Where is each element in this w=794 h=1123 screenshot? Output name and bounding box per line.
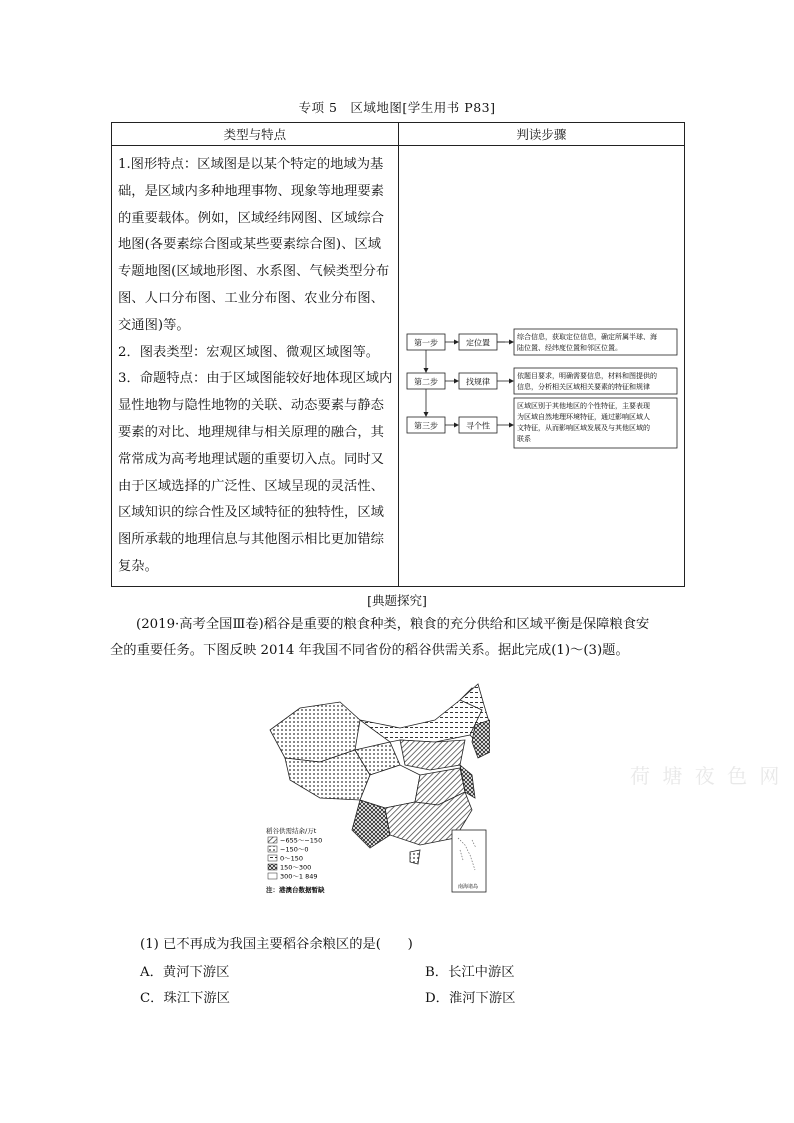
option-b[interactable]: B．长江中游区	[425, 965, 515, 980]
header-type-features: 类型与特点	[112, 123, 399, 146]
step-2-action: 找规律	[465, 377, 490, 387]
south-china-sea-inset	[452, 830, 486, 892]
section-title: [典题探究]	[367, 593, 427, 608]
legend-item-2: −150～0	[280, 845, 309, 854]
steps-flowchart	[399, 146, 687, 587]
map-note: 注：港澳台数据暂缺	[266, 886, 325, 894]
legend-title: 稻谷供需结余/万t	[266, 827, 317, 835]
type-features-cell	[112, 146, 399, 587]
step-3	[407, 398, 677, 448]
option-d[interactable]: D．淮河下游区	[425, 991, 516, 1006]
step-2-label: 第二步	[413, 377, 438, 387]
features-paragraph-2: 2．图表类型：宏观区域图、微观区域图等。	[118, 344, 380, 360]
region-gansu-nm	[360, 688, 482, 742]
intro-line-2: 全的重要任务。下图反映 2014 年我国不同省份的稻谷供需关系。据此完成(1)～(3)题。	[110, 643, 629, 658]
features-paragraph-3: 3．命题特点：由于区域图能较好地体现区域内显性地物与隐性地物的关联、动态要素与静态要素的对比、地理规律与相关原理的融合，其常常成为高考地理试题的重要切入点。同时又由于区域选择的广泛性、区域呈现的灵活性、区域知识的综合性及区域特征的独特性，区域图所承载的地理信息与其他图示相比更加错综复杂。	[118, 371, 393, 574]
reading-steps-cell	[398, 146, 684, 587]
legend-item-1: −655～−150	[280, 836, 323, 845]
table-header-row	[112, 123, 685, 146]
step-3-label: 第三步	[413, 421, 438, 431]
method-table	[111, 122, 685, 587]
header-reading-steps: 判读步骤	[398, 123, 684, 146]
step-2-desc: 依题目要求，明确需要信息，材料和图提供的 信息，分析相关区域相关要素的特征和规律	[516, 372, 657, 391]
region-heilongjiang-east	[472, 720, 490, 758]
features-paragraph-1: 1.图形特点：区域图是以某个特定的地域为基础，是区域内多种地理事物、现象等地理要素的重要载体。例如，区域经纬网图、区域综合地图(各要素综合图或某些要素综合图)、区域专题地图(区域地形图、水系图、气候类型分布图、人口分布图、工业分布图、农业分布图、交通图)等。	[118, 157, 390, 333]
step-1-desc: 综合信息，获取定位信息，确定所属半球、海 陆位置、经纬度位置和邻区位置。	[516, 333, 657, 352]
option-c[interactable]: C．珠江下游区	[140, 991, 230, 1006]
step-3-action: 寻个性	[465, 421, 490, 431]
legend-item-3: 0～150	[280, 854, 304, 863]
map-legend	[266, 826, 325, 894]
inset-label: 南海诸岛	[458, 884, 479, 890]
watermark-text: 荷 塘 夜 色 网	[630, 764, 783, 788]
table-content-row	[112, 146, 685, 587]
region-hainan	[410, 850, 420, 864]
step-2	[407, 368, 677, 394]
intro-line-1: (2019·高考全国Ⅲ卷)稻谷是重要的粮食种类，粮食的充分供给和区域平衡是保障粮食安	[136, 617, 650, 632]
step-3-desc: 区域区别于其他地区的个性特征，主要表现 为区域自然地理环境特征，通过影响区域人 文特征，从而影响区域发展及与其他区域的 联系	[516, 402, 650, 443]
question-stem: (1) 已不再成为我国主要稻谷余粮区的是( )	[140, 937, 413, 952]
step-1-action: 定位置	[465, 338, 490, 348]
page-title: 专项 5 区域地图[学生用书 P83]	[298, 100, 496, 115]
option-a[interactable]: A．黄河下游区	[140, 965, 230, 980]
step-1	[407, 329, 677, 355]
china-rice-map	[260, 680, 490, 905]
region-north-china	[400, 740, 465, 770]
legend-item-5: 300～1 849	[280, 872, 318, 881]
legend-item-4: 150～300	[280, 863, 312, 872]
step-1-label: 第一步	[413, 338, 438, 348]
